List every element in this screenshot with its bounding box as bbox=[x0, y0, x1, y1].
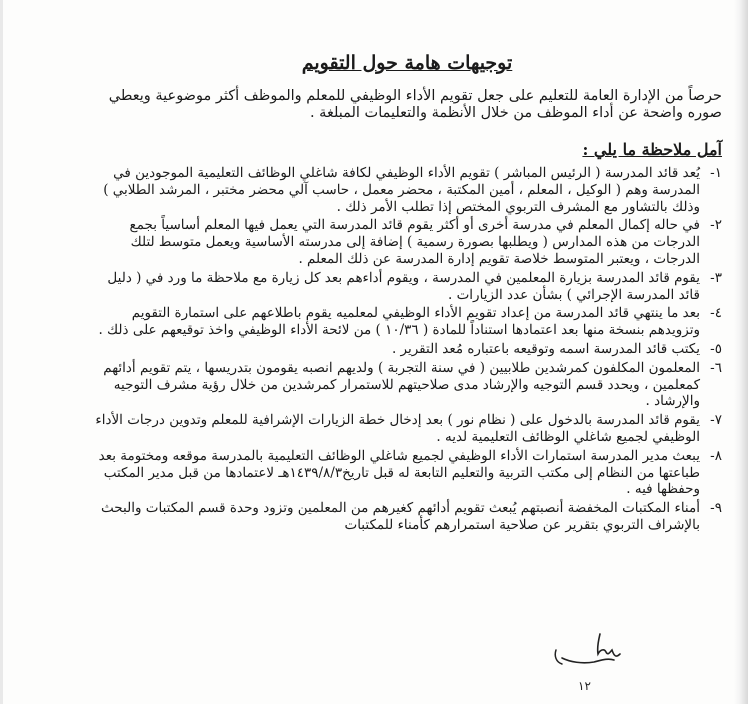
item-number: ٣- bbox=[710, 269, 722, 286]
item-text: يقوم قائد المدرسة بزيارة المعلمين في المدرسة ، ويقوم أداءهم بعد كل زيارة مع ملاحظة ما ورد في ( دليل قائد المدرسة الإجرائي ) بشأن عدد الزيارات . bbox=[107, 269, 700, 303]
item-number: ٢- bbox=[710, 217, 722, 234]
list-item bbox=[92, 360, 722, 410]
list-item bbox=[92, 341, 722, 358]
notes-heading: آمل ملاحظة ما يلي : bbox=[582, 140, 722, 159]
page-edge-shadow bbox=[734, 0, 748, 704]
item-number: ٨- bbox=[710, 447, 722, 464]
document-title: توجيهات هامة حول التقويم bbox=[301, 52, 513, 74]
list-item bbox=[92, 270, 722, 304]
item-number: ٧- bbox=[710, 412, 722, 429]
signature-date: ١٢ bbox=[578, 679, 591, 693]
item-text: أمناء المكتبات المخفضة أنصبتهم يُبعث تقويم أدائهم كغيرهم من المعلمين وتزود وحدة قسم المكتبات والبحث بالإشراف التربوي بتقرير عن صلاحية استمرارهم كأمناء للمكتبات bbox=[101, 500, 700, 533]
list-item bbox=[92, 448, 722, 498]
list-item bbox=[92, 305, 722, 339]
item-text: يبعث مدير المدرسة استمارات الأداء الوظيفي لجميع شاغلي الوظائف التعليمية بالمدرسة موقعه ومختومة بعد طباعتها من النظام إلى مكتب التربية والتعليم التابعة له قبل تاريخ١٤٣٩/٨/٣هـ لاعتمادها من قبل مدير المكتب وحفظها فيه . bbox=[98, 447, 700, 498]
page-edge-left bbox=[0, 0, 3, 704]
item-text: المعلمون المكلفون كمرشدين طلابيين ( في سنة التجربة ) ولديهم انصبه يقومون بتدريسها ، يتم تقويم أدائهم كمعلمين ، ويحدد قسم التوجيه والإرشاد مدى صلاحيتهم للاستمرار كمرشدين من خلال رؤية مشرف التوجيه والإرشاد . bbox=[103, 359, 700, 410]
item-text: يكتب قائد المدرسة اسمه وتوقيعه باعتباره مُعد التقرير . bbox=[391, 340, 700, 357]
item-text: بعد ما ينتهي قائد المدرسة من إعداد تقويم الأداء الوظيفي لمعلميه يقوم باطلاعهم على استمارة التقويم وتزويدهم بنسخة منها بعد اعتمادها استناداً للمادة ( ١٠/٣٦ ) من لائحة الأداء الوظيفي واخذ توقيعهم على ذلك . bbox=[98, 305, 700, 339]
document-body bbox=[92, 52, 722, 536]
instruction-list bbox=[92, 165, 722, 534]
item-text: يُعد قائد المدرسة ( الرئيس المباشر ) تقويم الأداء الوظيفي لكافة شاغلي الوظائف التعليمية الموجودين في المدرسة وهم ( الوكيل ، المعلم ، أمين المكتبة ، محضر معمل ، حاسب آلي محضر مختبر ، المرشد الطلابي ) وذلك بالتشاور مع المشرف التربوي المختص إذا تطلب الأمر ذلك . bbox=[103, 165, 700, 215]
item-number: ٤- bbox=[710, 305, 722, 322]
intro-paragraph: حرصاً من الإدارة العامة للتعليم على جعل تقويم الأداء الوظيفي للمعلم والموظف أكثر موضوعية ويعطي صوره واضحة عن أداء الموظف من خلال الأنظمة والتعليمات المبلغة . bbox=[108, 88, 722, 121]
item-number: ٦- bbox=[710, 359, 722, 376]
item-text: في حاله إكمال المعلم في مدرسة أخرى أو أكثر يقوم قائد المدرسة التي يعمل فيها المعلم أساسياً بجمع الدرجات من هذه المدارس ( ويطلبها بصورة رسمية ) إضافة إلى مدرسته الأساسية ويعمل متوسط لتلك الدرجات ، ويعتبر المتوسط خلاصة تقويم إدارة المدرسة عن ذلك المعلم . bbox=[129, 217, 700, 267]
item-number: ٩- bbox=[710, 500, 722, 517]
handwritten-signature bbox=[548, 628, 628, 698]
item-text: يقوم قائد المدرسة بالدخول على ( نظام نور ) بعد إدخال خطة الزيارات الإشرافية للمعلم وتدوين درجات الأداء الوظيفي لجميع شاغلي الوظائف التعليمية لديه . bbox=[95, 412, 700, 445]
list-item bbox=[92, 500, 722, 534]
list-item bbox=[92, 412, 722, 446]
list-item bbox=[92, 165, 722, 215]
item-number: ٥- bbox=[710, 340, 722, 357]
item-number: ١- bbox=[710, 165, 722, 181]
list-item bbox=[92, 217, 722, 267]
